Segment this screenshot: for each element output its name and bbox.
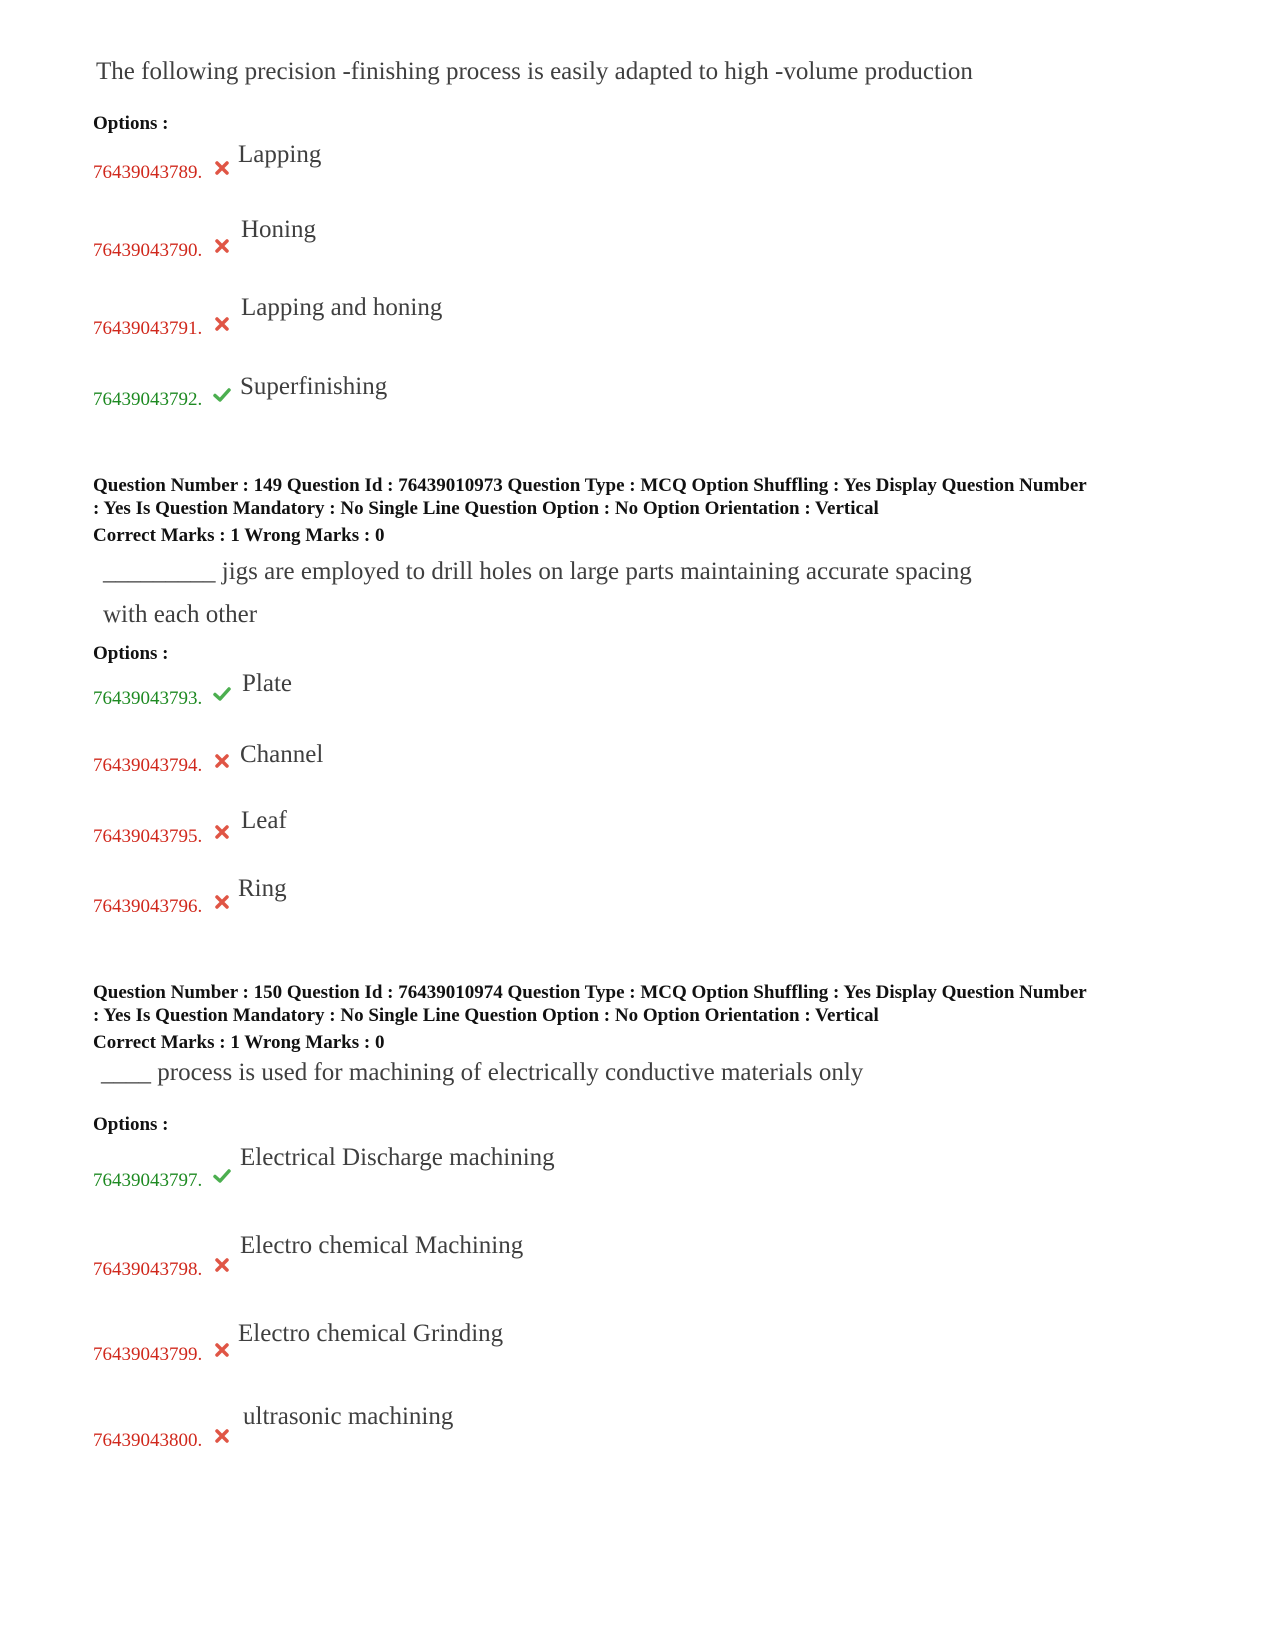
cross-icon xyxy=(213,1256,231,1274)
option-text: Electrical Discharge machining xyxy=(240,1144,555,1171)
check-icon xyxy=(213,1167,231,1185)
options-label: Options : xyxy=(93,113,169,134)
option-text: Channel xyxy=(240,741,324,768)
cross-icon xyxy=(213,237,231,255)
option-number: 76439043800. xyxy=(93,1430,203,1451)
question-text: with each other xyxy=(103,601,258,628)
options-label: Options : xyxy=(93,1114,169,1135)
cross-icon xyxy=(213,752,231,770)
question-meta-line: : Yes Is Question Mandatory : No Single Line Question Option : No Option Orientation : Vertical xyxy=(93,498,879,519)
question-meta-line: Question Number : 150 Question Id : 76439010974 Question Type : MCQ Option Shuffling : Yes Display Question Number xyxy=(93,982,1087,1003)
check-icon xyxy=(213,386,231,404)
option-text: Ring xyxy=(238,875,287,902)
option-text: Superfinishing xyxy=(240,373,388,400)
question-text: ____ process is used for machining of electrically conductive materials only xyxy=(101,1059,864,1086)
option-text: Lapping xyxy=(238,141,322,168)
option-number: 76439043794. xyxy=(93,755,203,776)
option-number: 76439043798. xyxy=(93,1259,203,1280)
marks-line: Correct Marks : 1 Wrong Marks : 0 xyxy=(93,525,385,546)
cross-icon xyxy=(213,1427,231,1445)
option-number: 76439043792. xyxy=(93,389,203,410)
option-number: 76439043799. xyxy=(93,1344,203,1365)
question-meta-line: : Yes Is Question Mandatory : No Single Line Question Option : No Option Orientation : Vertical xyxy=(93,1005,879,1026)
option-number: 76439043791. xyxy=(93,318,203,339)
options-label: Options : xyxy=(93,643,169,664)
option-number: 76439043790. xyxy=(93,240,203,261)
question-meta-line: Question Number : 149 Question Id : 76439010973 Question Type : MCQ Option Shuffling : Yes Display Question Number xyxy=(93,475,1087,496)
check-icon xyxy=(213,685,231,703)
cross-icon xyxy=(213,823,231,841)
option-text: Plate xyxy=(242,670,292,697)
cross-icon xyxy=(213,315,231,333)
option-text: Electro chemical Machining xyxy=(240,1232,524,1259)
question-text: The following precision -finishing process is easily adapted to high -volume production xyxy=(96,58,973,85)
option-number: 76439043797. xyxy=(93,1170,203,1191)
option-number: 76439043796. xyxy=(93,896,203,917)
option-text: Electro chemical Grinding xyxy=(238,1320,504,1347)
option-text: Lapping and honing xyxy=(241,294,443,321)
cross-icon xyxy=(213,1341,231,1359)
option-number: 76439043795. xyxy=(93,826,203,847)
option-text: ultrasonic machining xyxy=(243,1403,454,1430)
option-text: Leaf xyxy=(241,807,287,834)
marks-line: Correct Marks : 1 Wrong Marks : 0 xyxy=(93,1032,385,1053)
question-text: _________ jigs are employed to drill holes on large parts maintaining accurate spacing xyxy=(103,558,972,585)
option-number: 76439043793. xyxy=(93,688,203,709)
cross-icon xyxy=(213,159,231,177)
option-text: Honing xyxy=(241,216,316,243)
option-number: 76439043789. xyxy=(93,162,203,183)
cross-icon xyxy=(213,893,231,911)
